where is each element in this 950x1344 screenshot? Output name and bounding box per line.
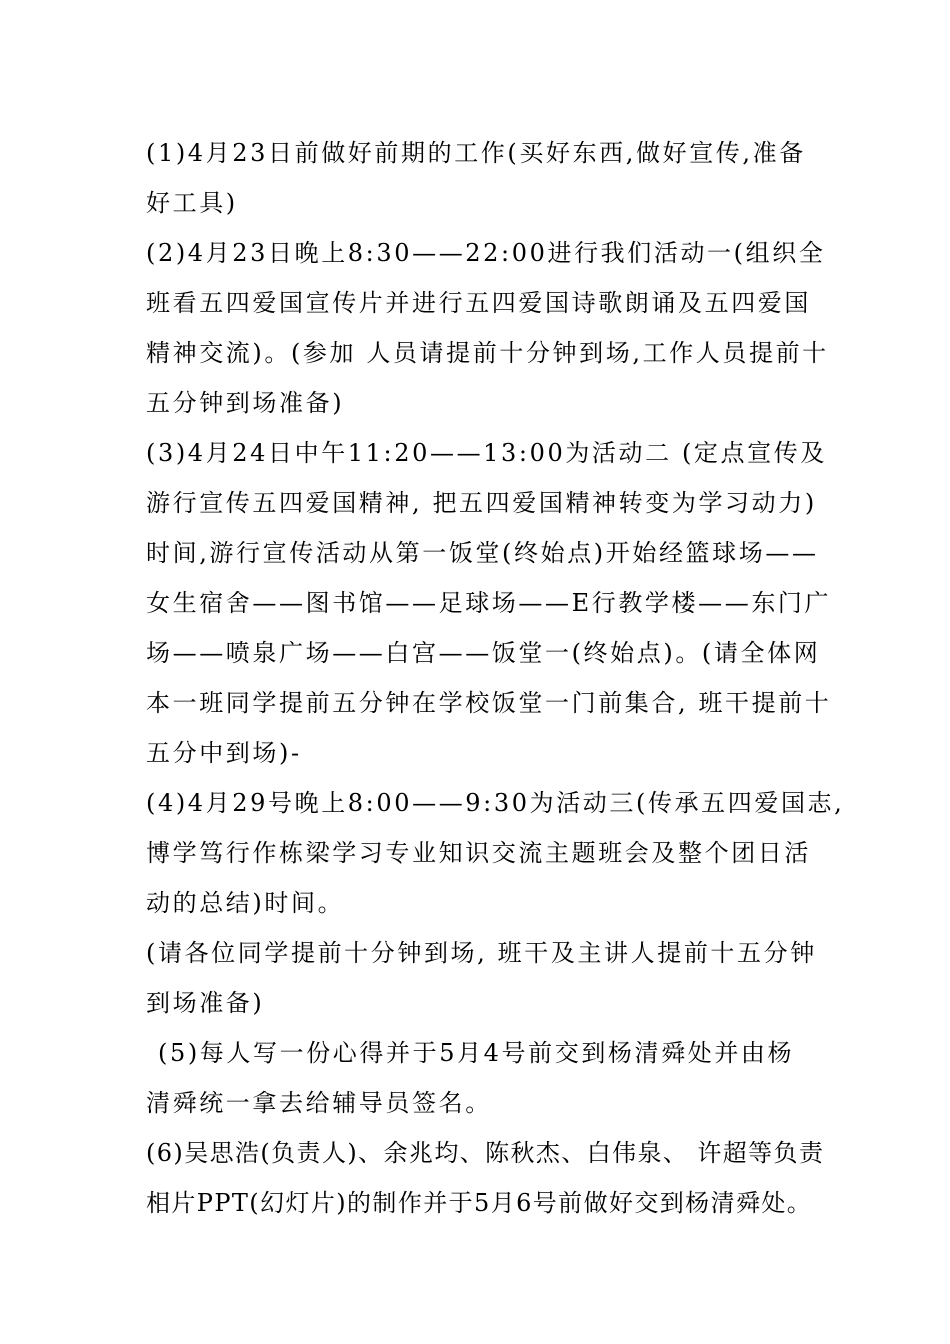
text-line: 本一班同学提前五分钟在学校饭堂一门前集合, 班干提前十: [146, 689, 832, 717]
text-line: 博学笃行作栋梁学习专业知识交流主题班会及整个团日活: [146, 839, 811, 867]
text-line: (6)吴思浩(负责人)、余兆均、陈秋杰、白伟泉、 许超等负责: [146, 1139, 825, 1167]
document-body: [146, 128, 845, 1228]
text-line: (1)4月23日前做好前期的工作(买好东西,做好宣传,准备: [146, 139, 806, 167]
text-line: (2)4月23日晚上8:30——22:00进行我们活动一(组织全: [146, 239, 826, 267]
text-line: (4)4月29号晚上8:00——9:30为活动三(传承五四爱国志,: [146, 789, 845, 817]
text-line: (请各位同学提前十分钟到场, 班干及主讲人提前十五分钟: [146, 939, 817, 967]
text-line: 五分钟到场准备): [146, 389, 345, 417]
text-line: 到场准备): [146, 989, 265, 1017]
text-line: 女生宿舍——图书馆——足球场——E行教学楼——东门广: [146, 589, 832, 617]
text-line: 清舜统一拿去给辅导员签名。: [146, 1089, 492, 1117]
text-line: 五分中到场)-: [146, 739, 302, 767]
text-line: (3)4月24日中午11:20——13:00为活动二 (定点宣传及: [146, 439, 827, 467]
text-line: 时间,游行宣传活动从第一饭堂(终始点)开始经篮球场——: [146, 539, 819, 567]
text-line: 游行宣传五四爱国精神, 把五四爱国精神转变为学习动力): [146, 489, 817, 517]
text-line: 好工具): [146, 189, 238, 217]
text-line: 场——喷泉广场——白宫——饭堂一(终始点)。(请全体网: [146, 639, 821, 667]
text-line: 相片PPT(幻灯片)的制作并于5月6号前做好交到杨清舜处。: [146, 1189, 813, 1217]
text-line: (5)每人写一份心得并于5月4号前交到杨清舜处并由杨: [158, 1039, 795, 1067]
text-line: 动的总结)时间。: [146, 889, 345, 917]
text-line: 班看五四爱国宣传片并进行五四爱国诗歌朗诵及五四爱国: [146, 289, 811, 317]
text-line: 精神交流)。(参加 人员请提前十分钟到场,工作人员提前十: [146, 339, 829, 367]
